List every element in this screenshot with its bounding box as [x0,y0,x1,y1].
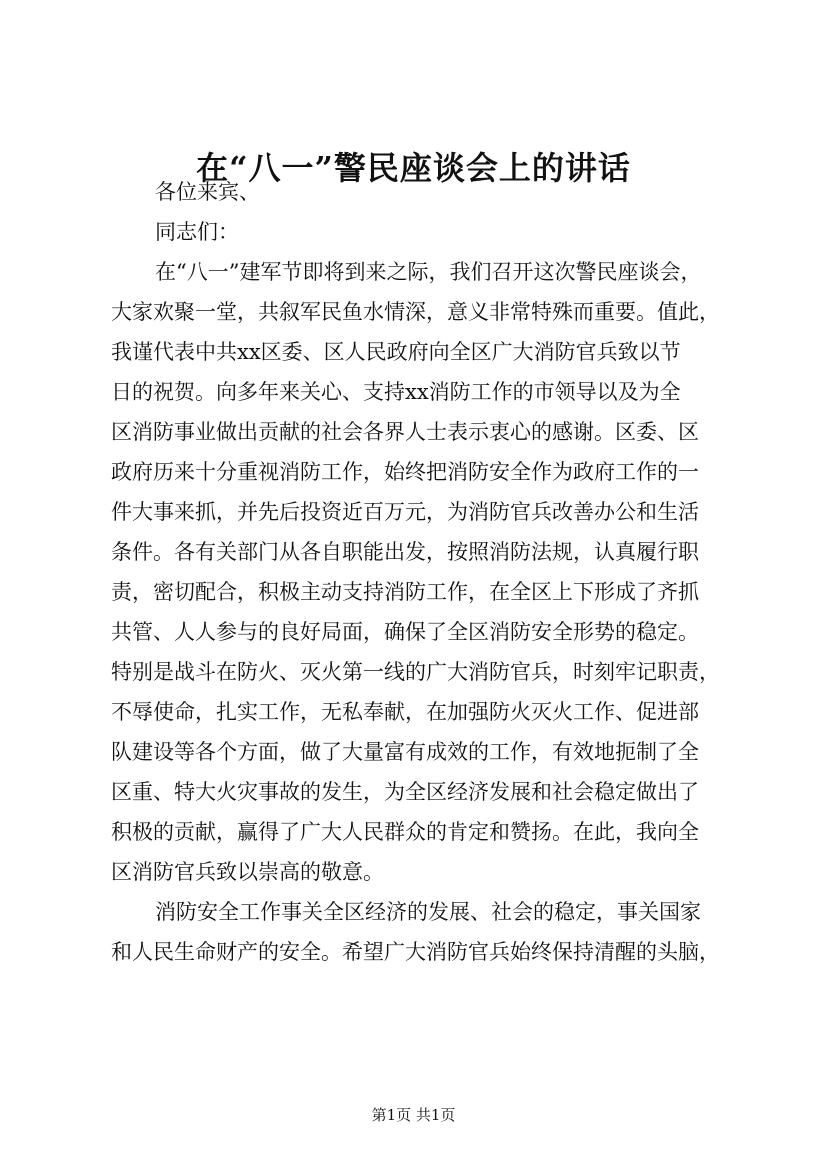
paragraph-line: 责，密切配合，积极主动支持消防工作，在全区上下形成了齐抓 [111,580,699,604]
paragraph-line: 区重、特大火灾事故的发生，为全区经济发展和社会稳定做出了 [111,780,699,804]
paragraph-line: 区消防官兵致以崇高的敬意。 [111,860,384,884]
paragraph-line: 大家欢聚一堂，共叙军民鱼水情深，意义非常特殊而重要。值此， [111,300,720,324]
paragraph-line: 消防安全工作事关全区经济的发展、社会的稳定，事关国家 [155,900,701,924]
salutation-line: 同志们： [155,220,239,244]
paragraph-line: 件大事来抓，并先后投资近百万元，为消防官兵改善办公和生活 [111,500,699,524]
paragraph-line: 条件。各有关部门从各自职能出发，按照消防法规，认真履行职 [111,540,699,564]
paragraph-line: 我谨代表中共xx区委、区人民政府向全区广大消防官兵致以节 [111,340,681,364]
paragraph-line: 队建设等各个方面，做了大量富有成效的工作，有效地扼制了全 [111,740,699,764]
page-number-footer: 第1页 共1页 [371,1106,456,1124]
paragraph-line: 不辱使命，扎实工作，无私奉献，在加强防火灭火工作、促进部 [111,700,699,724]
paragraph-line: 和人民生命财产的安全。希望广大消防官兵始终保持清醒的头脑， [111,940,720,964]
paragraph-line: 政府历来十分重视消防工作，始终把消防安全作为政府工作的一 [111,460,699,484]
salutation-line: 各位来宾、 [155,180,260,204]
paragraph-line: 在“八一”建军节即将到来之际，我们召开这次警民座谈会， [155,260,702,284]
document-body [111,172,751,972]
paragraph-line: 积极的贡献，赢得了广大人民群众的肯定和赞扬。在此，我向全 [111,820,699,844]
paragraph-line: 共管、人人参与的良好局面，确保了全区消防安全形势的稳定。 [111,620,699,644]
document-title: 在“八一”警民座谈会上的讲话 [196,149,631,187]
paragraph-line: 日的祝贺。向多年来关心、支持xx消防工作的市领导以及为全 [111,380,681,404]
paragraph-line: 区消防事业做出贡献的社会各界人士表示衷心的感谢。区委、区 [111,420,699,444]
paragraph-line: 特别是战斗在防火、灭火第一线的广大消防官兵，时刻牢记职责， [111,660,720,684]
